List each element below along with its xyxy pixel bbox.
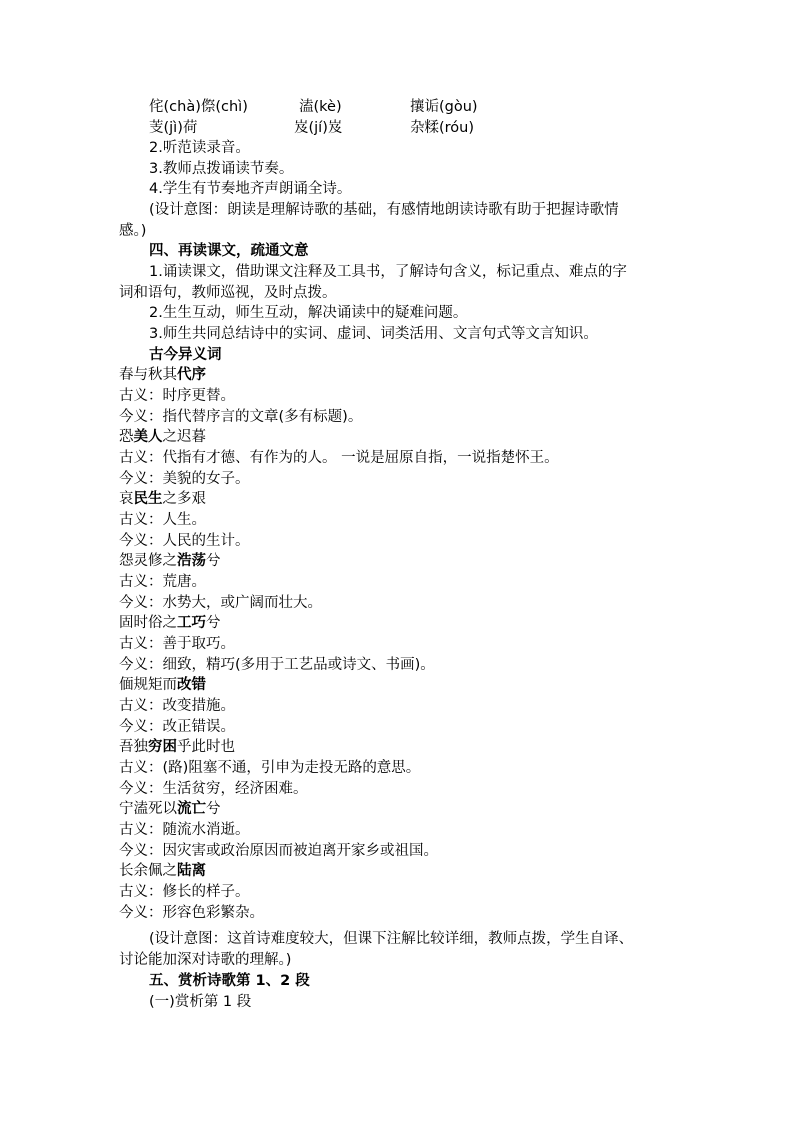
- entry-9-gu: 古义：修长的样子。: [119, 884, 250, 900]
- entry-1-jin: 今义：指代替序言的文章(多有标题)。: [119, 409, 363, 425]
- pinyin-row1-col2: 溘(kè): [299, 99, 342, 115]
- section-4-item1-line2: 词和语句，教师巡视，及时点拨。: [119, 285, 337, 301]
- entry-8-jin: 今义：因灾害或政治原因而被迫离开家乡或祖国。: [119, 843, 438, 859]
- section-4-item2: 2.生生互动，师生互动，解决诵读中的疑难问题。: [149, 305, 468, 321]
- pinyin-row2-col1: 芰(jì)荷: [149, 120, 198, 136]
- entry-7-phrase: 吾独穷困乎此时也: [119, 739, 235, 755]
- entry-3-jin: 今义：人民的生计。: [119, 533, 250, 549]
- design-intent-2-line2: 讨论能加深对诗歌的理解。): [119, 952, 292, 968]
- entry-2-jin: 今义：美貌的女子。: [119, 471, 250, 487]
- pinyin-row2-col3: 杂糅(róu): [410, 120, 475, 136]
- entry-2-phrase: 恐美人之迟暮: [119, 429, 206, 445]
- design-intent-2-line1: (设计意图：这首诗难度较大，但课下注解比较详细，教师点拨，学生自译、: [149, 931, 634, 947]
- pinyin-row1-col3: 攘诟(gòu): [410, 99, 478, 115]
- entry-8-keyword: 流亡: [177, 801, 206, 817]
- entry-2-keyword: 美人: [133, 429, 163, 445]
- section-4-item3: 3.师生共同总结诗中的实词、虚词、词类活用、文言句式等文言知识。: [149, 326, 598, 342]
- entry-7-keyword: 穷困: [148, 739, 177, 755]
- entry-6-jin: 今义：改正错误。: [119, 719, 235, 735]
- design-intent-1-line2: 感。): [119, 223, 147, 239]
- entry-5-keyword: 工巧: [177, 615, 206, 631]
- entry-7-jin: 今义：生活贫穷，经济困难。: [119, 781, 308, 797]
- design-intent-1-line1: (设计意图：朗读是理解诗歌的基础，有感情地朗读诗歌有助于把握诗歌情: [149, 202, 619, 218]
- entry-6-gu: 古义：改变措施。: [119, 698, 235, 714]
- entry-6-phrase: 偭规矩而改错: [119, 677, 206, 693]
- pinyin-row1-col1: 侘(chà)傺(chì): [149, 99, 248, 115]
- entry-3-keyword: 民生: [133, 491, 163, 507]
- section-5-sub: (一)赏析第 1 段: [149, 994, 252, 1010]
- entry-4-gu: 古义：荒唐。: [119, 574, 206, 590]
- entry-9-jin: 今义：形容色彩繁杂。: [119, 905, 264, 921]
- entry-1-keyword: 代序: [177, 367, 206, 383]
- entry-8-gu: 古义：随流水消逝。: [119, 822, 250, 838]
- step-3: 3.教师点拨诵读节奏。: [149, 161, 294, 177]
- entry-6-keyword: 改错: [177, 677, 206, 693]
- entry-9-phrase: 长余佩之陆离: [119, 863, 206, 879]
- entry-1-phrase: 春与秋其代序: [119, 367, 206, 383]
- entry-4-phrase: 怨灵修之浩荡兮: [119, 553, 221, 569]
- entry-1-gu: 古义：时序更替。: [119, 388, 235, 404]
- step-4: 4.学生有节奏地齐声朗诵全诗。: [149, 181, 352, 197]
- gujin-title: 古今异义词: [149, 347, 222, 363]
- section-4-title: 四、再读课文，疏通文意: [149, 243, 309, 259]
- pinyin-row2-col2: 岌(jí)岌: [294, 120, 343, 136]
- entry-4-jin: 今义：水势大，或广阔而壮大。: [119, 595, 322, 611]
- entry-9-keyword: 陆离: [177, 863, 206, 879]
- entry-4-keyword: 浩荡: [177, 553, 206, 569]
- step-2: 2.听范读录音。: [149, 140, 250, 156]
- entry-3-gu: 古义：人生。: [119, 512, 206, 528]
- section-4-item1-line1: 1.诵读课文，借助课文注释及工具书，了解诗句含义，标记重点、难点的字: [149, 264, 627, 280]
- section-5-title: 五、赏析诗歌第 1、2 段: [149, 973, 310, 989]
- entry-5-jin: 今义：细致，精巧(多用于工艺品或诗文、书画)。: [119, 657, 435, 673]
- entry-7-gu: 古义：(路)阻塞不通，引申为走投无路的意思。: [119, 760, 421, 776]
- entry-3-phrase: 哀民生之多艰: [119, 491, 206, 507]
- entry-5-gu: 古义：善于取巧。: [119, 636, 235, 652]
- entry-2-gu: 古义：代指有才德、有作为的人。 一说是屈原自指，一说指楚怀王。: [119, 450, 559, 466]
- entry-8-phrase: 宁溘死以流亡兮: [119, 801, 221, 817]
- entry-5-phrase: 固时俗之工巧兮: [119, 615, 221, 631]
